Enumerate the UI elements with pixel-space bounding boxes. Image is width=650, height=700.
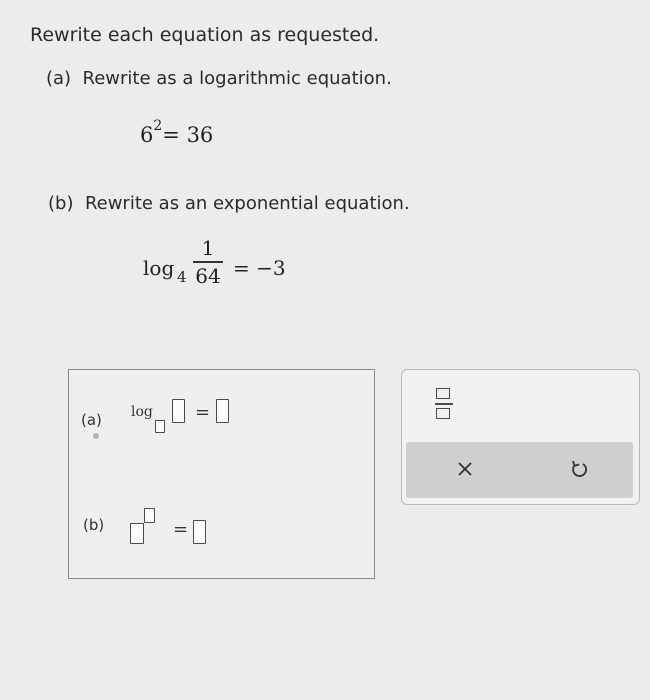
- action-bar: [406, 442, 633, 498]
- answer-a-log: log: [131, 404, 153, 420]
- part-b-numerator: 1: [201, 236, 215, 260]
- answer-b-base-input[interactable]: [130, 523, 144, 544]
- part-b-heading: [48, 193, 410, 214]
- part-a-label: (a): [46, 68, 72, 89]
- part-a-base: 6: [140, 123, 154, 147]
- answer-b-equals: =: [173, 519, 189, 540]
- answer-a-label: (a): [81, 411, 102, 429]
- answer-b-exponent-input[interactable]: [144, 508, 155, 523]
- part-b-denominator: 64: [195, 263, 221, 288]
- clear-button[interactable]: [450, 454, 480, 484]
- part-b-rest: = −3: [233, 256, 286, 280]
- part-b-fraction: [193, 236, 223, 288]
- part-a-heading: [46, 68, 392, 89]
- close-icon: [450, 454, 480, 484]
- answer-box: [68, 369, 375, 579]
- answer-b-label: (b): [83, 516, 105, 534]
- math-toolbar: [401, 369, 640, 505]
- part-a-rest: = 36: [162, 123, 214, 147]
- fraction-icon[interactable]: [436, 388, 452, 424]
- answer-a-base-input[interactable]: [155, 420, 165, 433]
- undo-button[interactable]: [564, 454, 594, 484]
- answer-a-indicator: [93, 433, 99, 439]
- part-b-title: Rewrite as an exponential equation.: [84, 193, 410, 214]
- part-b-base: 4: [177, 268, 187, 286]
- undo-icon: [564, 454, 594, 484]
- answer-a-equals: =: [195, 402, 211, 423]
- part-b-label: (b): [48, 193, 74, 214]
- answer-a-result-input[interactable]: [216, 399, 229, 423]
- answer-a-argument-input[interactable]: [172, 399, 185, 423]
- part-a-equation: [140, 118, 214, 147]
- fraction-bar: [193, 261, 223, 263]
- answer-b-result-input[interactable]: [193, 520, 206, 544]
- prompt-text: Rewrite each equation as requested.: [30, 24, 380, 46]
- part-a-exponent: 2: [153, 118, 163, 134]
- part-b-log: log: [143, 256, 175, 280]
- part-a-title: Rewrite as a logarithmic equation.: [82, 68, 392, 89]
